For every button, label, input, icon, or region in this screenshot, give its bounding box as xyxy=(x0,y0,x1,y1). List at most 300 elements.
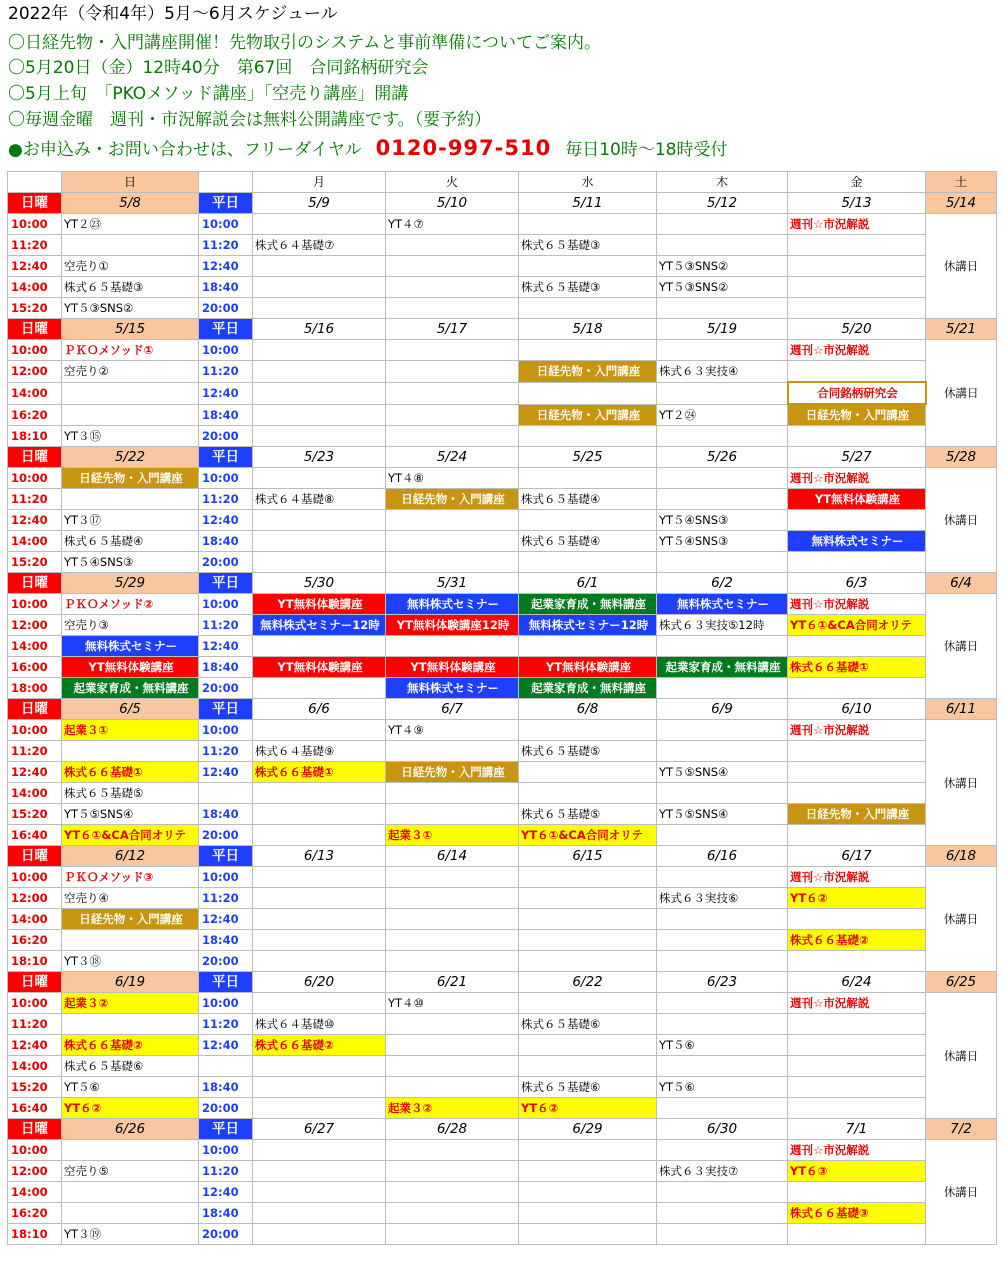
sunday-event[interactable]: 空売り⑤ xyxy=(62,1161,199,1182)
event-cell xyxy=(386,930,519,951)
event-cell xyxy=(253,636,386,657)
weekday-time: 20:00 xyxy=(199,1098,253,1119)
sunday-event[interactable]: YT６①&CA合同オリテ xyxy=(62,825,199,846)
event-cell xyxy=(788,426,926,447)
page-title: 2022年（令和4年）5月～6月スケジュール xyxy=(8,4,338,24)
date-cell: 5/24 xyxy=(386,447,519,468)
weekday-time: 10:00 xyxy=(199,340,253,361)
sunday-time: 14:00 xyxy=(8,277,62,298)
sunday-event[interactable]: ＰＫＯメソッド③ xyxy=(62,867,199,888)
event-cell xyxy=(386,552,519,573)
event-cell[interactable]: 株式６３実技⑦ xyxy=(657,1161,788,1182)
date-sun: 6/12 xyxy=(62,846,199,867)
event-cell xyxy=(788,552,926,573)
event-cell[interactable]: YT５⑥ xyxy=(657,1035,788,1056)
event-cell xyxy=(519,951,657,972)
notice-line-3: 〇5月上旬 「PKOメソッド講座」「空売り講座」開講 xyxy=(8,84,409,104)
sunday-event[interactable]: YT６② xyxy=(62,1098,199,1119)
event-cell xyxy=(386,1077,519,1098)
event-cell xyxy=(253,951,386,972)
schedule-row xyxy=(8,657,997,678)
schedule-row xyxy=(8,404,997,426)
date-cell: 7/1 xyxy=(788,1119,926,1140)
weekday-time: 10:00 xyxy=(199,1140,253,1161)
sunday-event[interactable]: 起業３② xyxy=(62,993,199,1014)
event-cell[interactable]: 株式６６基礎② xyxy=(253,1035,386,1056)
event-cell xyxy=(657,1203,788,1224)
sunday-time: 12:00 xyxy=(8,361,62,383)
week-date-row xyxy=(8,319,997,340)
weekday-header-row xyxy=(8,172,997,193)
weekday-label: 平日 xyxy=(199,573,253,594)
event-cell xyxy=(253,1161,386,1182)
sunday-time: 12:40 xyxy=(8,510,62,531)
sunday-event[interactable]: 起業３① xyxy=(62,720,199,741)
event-cell xyxy=(788,256,926,277)
event-cell[interactable]: YT６② xyxy=(788,888,926,909)
header-thu: 木 xyxy=(657,172,788,193)
event-cell xyxy=(657,382,788,404)
schedule-row xyxy=(8,1140,997,1161)
date-cell: 5/19 xyxy=(657,319,788,340)
sunday-event[interactable]: 株式６６基礎② xyxy=(62,1035,199,1056)
event-cell[interactable]: YT４⑧ xyxy=(386,468,519,489)
event-cell xyxy=(657,951,788,972)
sunday-event[interactable]: 無料株式セミナー xyxy=(62,636,199,657)
weekday-time: 18:40 xyxy=(199,930,253,951)
event-cell xyxy=(253,993,386,1014)
event-cell[interactable]: 無料株式セミナー12時 xyxy=(253,615,386,636)
event-cell xyxy=(519,762,657,783)
sunday-event[interactable]: 日経先物・入門講座 xyxy=(62,909,199,930)
event-cell[interactable]: 株式６４基礎⑦ xyxy=(253,235,386,256)
event-cell[interactable]: 無料株式セミナー xyxy=(788,531,926,552)
event-cell xyxy=(657,489,788,510)
event-cell xyxy=(519,382,657,404)
sunday-time: 16:20 xyxy=(8,404,62,426)
sunday-event[interactable]: 空売り④ xyxy=(62,888,199,909)
date-sat: 7/2 xyxy=(926,1119,997,1140)
event-cell[interactable]: 株式６３実技⑤12時 xyxy=(657,615,788,636)
date-cell: 6/8 xyxy=(519,699,657,720)
event-cell xyxy=(657,867,788,888)
event-cell xyxy=(657,783,788,804)
event-cell xyxy=(519,867,657,888)
event-cell[interactable]: YT６①&CA合同オリテ xyxy=(519,825,657,846)
event-cell[interactable]: 株式６５基礎⑤ xyxy=(519,741,657,762)
weekday-time xyxy=(199,1056,253,1077)
weekday-time xyxy=(199,783,253,804)
weekday-time: 11:20 xyxy=(199,489,253,510)
event-cell xyxy=(788,762,926,783)
weekday-time: 18:40 xyxy=(199,404,253,426)
weekday-time: 20:00 xyxy=(199,825,253,846)
weekday-label: 平日 xyxy=(199,1119,253,1140)
sunday-event[interactable]: 空売り③ xyxy=(62,615,199,636)
event-cell[interactable]: YT５③SNS② xyxy=(657,256,788,277)
sunday-time: 15:20 xyxy=(8,298,62,319)
event-cell xyxy=(657,636,788,657)
weekday-time: 12:40 xyxy=(199,909,253,930)
sunday-event[interactable]: 株式６６基礎① xyxy=(62,762,199,783)
sunday-event[interactable]: ＰＫＯメソッド② xyxy=(62,594,199,615)
event-cell[interactable]: YT５③SNS② xyxy=(657,277,788,298)
event-cell xyxy=(386,741,519,762)
event-cell[interactable]: 無料株式セミナー12時 xyxy=(519,615,657,636)
event-cell xyxy=(386,361,519,383)
schedule-row xyxy=(8,867,997,888)
event-cell xyxy=(657,235,788,256)
date-sun: 6/26 xyxy=(62,1119,199,1140)
sunday-event[interactable]: 空売り① xyxy=(62,256,199,277)
week-date-row xyxy=(8,846,997,867)
event-cell xyxy=(253,404,386,426)
event-cell[interactable]: 無料株式セミナー xyxy=(386,594,519,615)
date-cell: 5/18 xyxy=(519,319,657,340)
weekday-label: 平日 xyxy=(199,193,253,214)
schedule-row xyxy=(8,552,997,573)
sunday-time: 16:20 xyxy=(8,930,62,951)
event-cell[interactable]: 週刊☆市況解説 xyxy=(788,340,926,361)
event-cell xyxy=(386,340,519,361)
event-cell xyxy=(519,888,657,909)
weekday-time: 20:00 xyxy=(199,678,253,699)
event-cell xyxy=(253,1203,386,1224)
date-cell: 5/11 xyxy=(519,193,657,214)
schedule-row xyxy=(8,235,997,256)
event-cell[interactable]: YT無料体験講座 xyxy=(253,657,386,678)
event-cell[interactable]: 合同銘柄研究会 xyxy=(788,382,926,404)
schedule-row xyxy=(8,1203,997,1224)
event-cell xyxy=(253,1140,386,1161)
event-cell xyxy=(519,909,657,930)
schedule-row xyxy=(8,1161,997,1182)
event-cell[interactable]: YT４⑩ xyxy=(386,993,519,1014)
schedule-row xyxy=(8,741,997,762)
sunday-time: 11:20 xyxy=(8,489,62,510)
sunday-event[interactable]: YT３⑮ xyxy=(62,426,199,447)
event-cell xyxy=(386,1056,519,1077)
event-cell[interactable]: 週刊☆市況解説 xyxy=(788,1140,926,1161)
event-cell xyxy=(386,256,519,277)
event-cell[interactable]: 株式６４基礎⑨ xyxy=(253,741,386,762)
schedule-row xyxy=(8,594,997,615)
event-cell[interactable]: 株式６５基礎③ xyxy=(519,277,657,298)
event-cell[interactable]: 株式６５基礎④ xyxy=(519,531,657,552)
sunday-time: 10:00 xyxy=(8,214,62,235)
event-cell[interactable]: 起業家育成・無料講座 xyxy=(519,678,657,699)
schedule-row xyxy=(8,1224,997,1245)
event-cell[interactable]: 週刊☆市況解説 xyxy=(788,993,926,1014)
date-cell: 5/30 xyxy=(253,573,386,594)
weekday-time: 10:00 xyxy=(199,867,253,888)
sunday-event[interactable]: 起業家育成・無料講座 xyxy=(62,678,199,699)
event-cell xyxy=(253,552,386,573)
date-cell: 5/12 xyxy=(657,193,788,214)
event-cell xyxy=(657,298,788,319)
date-cell: 5/16 xyxy=(253,319,386,340)
event-cell[interactable]: YT無料体験講座 xyxy=(519,657,657,678)
phone-number[interactable]: 0120-997-510 xyxy=(375,136,552,160)
date-sun: 6/5 xyxy=(62,699,199,720)
date-cell: 6/22 xyxy=(519,972,657,993)
event-cell xyxy=(657,930,788,951)
event-cell xyxy=(657,1014,788,1035)
sunday-time: 10:00 xyxy=(8,867,62,888)
event-cell[interactable]: 週刊☆市況解説 xyxy=(788,867,926,888)
sunday-time: 12:40 xyxy=(8,762,62,783)
sunday-event[interactable]: YT３⑰ xyxy=(62,510,199,531)
event-cell[interactable]: 日経先物・入門講座 xyxy=(519,361,657,383)
date-cell: 6/3 xyxy=(788,573,926,594)
event-cell[interactable]: YT無料体験講座 xyxy=(253,594,386,615)
event-cell xyxy=(657,909,788,930)
event-cell[interactable]: 起業３① xyxy=(386,825,519,846)
event-cell[interactable]: 起業家育成・無料講座 xyxy=(519,594,657,615)
date-cell: 6/27 xyxy=(253,1119,386,1140)
event-cell[interactable]: 株式６６基礎① xyxy=(788,657,926,678)
event-cell[interactable]: YT５④SNS③ xyxy=(657,531,788,552)
sunday-time: 12:40 xyxy=(8,1035,62,1056)
header-fri: 金 xyxy=(788,172,926,193)
event-cell xyxy=(386,404,519,426)
event-cell[interactable]: YT無料体験講座 xyxy=(788,489,926,510)
event-cell xyxy=(253,1098,386,1119)
event-cell[interactable]: 株式６５基礎⑥ xyxy=(519,1014,657,1035)
event-cell[interactable]: 日経先物・入門講座 xyxy=(788,404,926,426)
event-cell xyxy=(386,1035,519,1056)
event-cell xyxy=(657,1140,788,1161)
event-cell xyxy=(657,552,788,573)
weekday-time: 12:40 xyxy=(199,256,253,277)
event-cell xyxy=(253,1224,386,1245)
schedule-row xyxy=(8,256,997,277)
sunday-event[interactable]: YT５④SNS③ xyxy=(62,552,199,573)
sunday-event[interactable]: YT５⑤SNS④ xyxy=(62,804,199,825)
event-cell[interactable]: 週刊☆市況解説 xyxy=(788,468,926,489)
date-cell: 6/24 xyxy=(788,972,926,993)
sunday-time: 12:00 xyxy=(8,615,62,636)
event-cell[interactable]: 株式６４基礎⑩ xyxy=(253,1014,386,1035)
event-cell xyxy=(657,214,788,235)
date-cell: 5/20 xyxy=(788,319,926,340)
date-cell: 6/17 xyxy=(788,846,926,867)
sunday-time: 10:00 xyxy=(8,720,62,741)
event-cell xyxy=(788,361,926,383)
event-cell[interactable]: 日経先物・入門講座 xyxy=(386,762,519,783)
date-cell: 6/7 xyxy=(386,699,519,720)
event-cell[interactable]: YT５⑤SNS④ xyxy=(657,804,788,825)
sunday-event[interactable]: YT５③SNS② xyxy=(62,298,199,319)
sunday-event[interactable]: 株式６５基礎④ xyxy=(62,531,199,552)
event-cell[interactable]: 週刊☆市況解説 xyxy=(788,214,926,235)
weekday-time: 12:40 xyxy=(199,1182,253,1203)
event-cell[interactable]: 株式６３実技⑥ xyxy=(657,888,788,909)
event-cell xyxy=(386,298,519,319)
event-cell xyxy=(386,909,519,930)
event-cell xyxy=(788,1224,926,1245)
sunday-event[interactable]: ＰＫＯメソッド① xyxy=(62,340,199,361)
sunday-time: 15:20 xyxy=(8,552,62,573)
sunday-event[interactable]: YT２㉓ xyxy=(62,214,199,235)
weekday-time: 18:40 xyxy=(199,1077,253,1098)
event-cell xyxy=(519,510,657,531)
date-sat: 6/25 xyxy=(926,972,997,993)
schedule-row xyxy=(8,298,997,319)
saturday-holiday: 休講日 xyxy=(926,340,997,447)
sunday-event[interactable]: 株式６５基礎⑤ xyxy=(62,783,199,804)
sunday-time: 10:00 xyxy=(8,993,62,1014)
event-cell xyxy=(253,256,386,277)
event-cell xyxy=(519,426,657,447)
event-cell[interactable]: YT２㉔ xyxy=(657,404,788,426)
schedule-row xyxy=(8,720,997,741)
sunday-event[interactable]: YT３⑱ xyxy=(62,951,199,972)
event-cell xyxy=(657,993,788,1014)
week-date-row xyxy=(8,193,997,214)
sunday-time: 16:40 xyxy=(8,825,62,846)
event-cell[interactable]: 株式６５基礎④ xyxy=(519,489,657,510)
event-cell xyxy=(657,1182,788,1203)
event-cell xyxy=(253,678,386,699)
sunday-label: 日曜 xyxy=(8,972,62,993)
event-cell xyxy=(657,426,788,447)
event-cell[interactable]: 株式６５基礎⑥ xyxy=(519,1077,657,1098)
event-cell[interactable]: 週刊☆市況解説 xyxy=(788,594,926,615)
event-cell xyxy=(253,277,386,298)
date-sun: 5/8 xyxy=(62,193,199,214)
weekday-time: 10:00 xyxy=(199,720,253,741)
sunday-event[interactable]: 日経先物・入門講座 xyxy=(62,468,199,489)
event-cell xyxy=(788,636,926,657)
event-cell xyxy=(386,804,519,825)
sunday-time: 11:20 xyxy=(8,235,62,256)
sunday-event[interactable]: 株式６５基礎③ xyxy=(62,277,199,298)
event-cell[interactable]: 無料株式セミナー xyxy=(657,594,788,615)
schedule-row xyxy=(8,468,997,489)
sunday-label: 日曜 xyxy=(8,1119,62,1140)
event-cell xyxy=(253,382,386,404)
sunday-event[interactable]: YT５⑥ xyxy=(62,1077,199,1098)
event-cell[interactable]: YT無料体験講座12時 xyxy=(386,615,519,636)
event-cell[interactable]: 起業３② xyxy=(386,1098,519,1119)
sunday-event[interactable]: 空売り② xyxy=(62,361,199,383)
date-cell: 6/6 xyxy=(253,699,386,720)
date-sun: 5/22 xyxy=(62,447,199,468)
sunday-time: 14:00 xyxy=(8,909,62,930)
schedule-row xyxy=(8,1035,997,1056)
event-cell[interactable]: 無料株式セミナー xyxy=(386,678,519,699)
event-cell xyxy=(253,804,386,825)
event-cell xyxy=(253,867,386,888)
event-cell[interactable]: 週刊☆市況解説 xyxy=(788,720,926,741)
event-cell xyxy=(386,382,519,404)
weekday-time: 11:20 xyxy=(199,1014,253,1035)
event-cell[interactable]: YT４⑨ xyxy=(386,720,519,741)
event-cell[interactable]: YT無料体験講座 xyxy=(386,657,519,678)
sunday-time: 14:00 xyxy=(8,382,62,404)
sunday-event[interactable]: 株式６５基礎⑥ xyxy=(62,1056,199,1077)
sunday-time: 15:20 xyxy=(8,1077,62,1098)
sunday-event xyxy=(62,930,199,951)
event-cell[interactable]: 起業家育成・無料講座 xyxy=(657,657,788,678)
header-wed: 水 xyxy=(519,172,657,193)
sunday-time: 11:20 xyxy=(8,1014,62,1035)
event-cell[interactable]: 株式６６基礎② xyxy=(788,930,926,951)
event-cell[interactable]: 株式６５基礎③ xyxy=(519,235,657,256)
sunday-event xyxy=(62,1014,199,1035)
sunday-event xyxy=(62,489,199,510)
event-cell xyxy=(386,1161,519,1182)
event-cell[interactable]: YT５⑥ xyxy=(657,1077,788,1098)
sunday-label: 日曜 xyxy=(8,573,62,594)
weekday-time: 12:40 xyxy=(199,636,253,657)
schedule-row xyxy=(8,489,997,510)
sunday-time: 14:00 xyxy=(8,783,62,804)
event-cell xyxy=(253,426,386,447)
event-cell[interactable]: 株式６６基礎③ xyxy=(788,1203,926,1224)
event-cell[interactable]: 株式６６基礎① xyxy=(253,762,386,783)
event-cell[interactable]: YT６③ xyxy=(788,1161,926,1182)
header-blank xyxy=(199,172,253,193)
event-cell[interactable]: 株式６４基礎⑧ xyxy=(253,489,386,510)
weekday-time: 18:40 xyxy=(199,804,253,825)
sunday-event xyxy=(62,404,199,426)
week-date-row xyxy=(8,699,997,720)
weekday-label: 平日 xyxy=(199,972,253,993)
date-cell: 6/10 xyxy=(788,699,926,720)
event-cell[interactable]: 日経先物・入門講座 xyxy=(519,404,657,426)
date-sat: 6/4 xyxy=(926,573,997,594)
event-cell xyxy=(386,1014,519,1035)
event-cell[interactable]: YT５④SNS③ xyxy=(657,510,788,531)
event-cell xyxy=(386,531,519,552)
event-cell[interactable]: 日経先物・入門講座 xyxy=(386,489,519,510)
event-cell xyxy=(788,235,926,256)
event-cell[interactable]: 日経先物・入門講座 xyxy=(788,804,926,825)
event-cell xyxy=(386,888,519,909)
sunday-event[interactable]: YT無料体験講座 xyxy=(62,657,199,678)
event-cell[interactable]: YT６①&CA合同オリテ xyxy=(788,615,926,636)
weekday-label: 平日 xyxy=(199,846,253,867)
event-cell xyxy=(657,741,788,762)
event-cell xyxy=(519,1182,657,1203)
event-cell[interactable]: 株式６３実技④ xyxy=(657,361,788,383)
sunday-label: 日曜 xyxy=(8,846,62,867)
sunday-label: 日曜 xyxy=(8,447,62,468)
weekday-time: 18:40 xyxy=(199,277,253,298)
event-cell[interactable]: YT６② xyxy=(519,1098,657,1119)
sunday-event[interactable]: YT３⑲ xyxy=(62,1224,199,1245)
sunday-event xyxy=(62,1140,199,1161)
event-cell xyxy=(788,277,926,298)
event-cell[interactable]: 株式６５基礎⑤ xyxy=(519,804,657,825)
sunday-time: 18:10 xyxy=(8,426,62,447)
event-cell[interactable]: YT５⑤SNS④ xyxy=(657,762,788,783)
event-cell xyxy=(253,930,386,951)
schedule-row xyxy=(8,1077,997,1098)
event-cell xyxy=(253,510,386,531)
event-cell xyxy=(519,298,657,319)
event-cell xyxy=(657,1224,788,1245)
schedule-row xyxy=(8,277,997,298)
event-cell[interactable]: YT４⑦ xyxy=(386,214,519,235)
weekday-time: 11:20 xyxy=(199,741,253,762)
sunday-time: 16:00 xyxy=(8,657,62,678)
event-cell xyxy=(519,1035,657,1056)
sunday-event xyxy=(62,741,199,762)
event-cell xyxy=(386,867,519,888)
